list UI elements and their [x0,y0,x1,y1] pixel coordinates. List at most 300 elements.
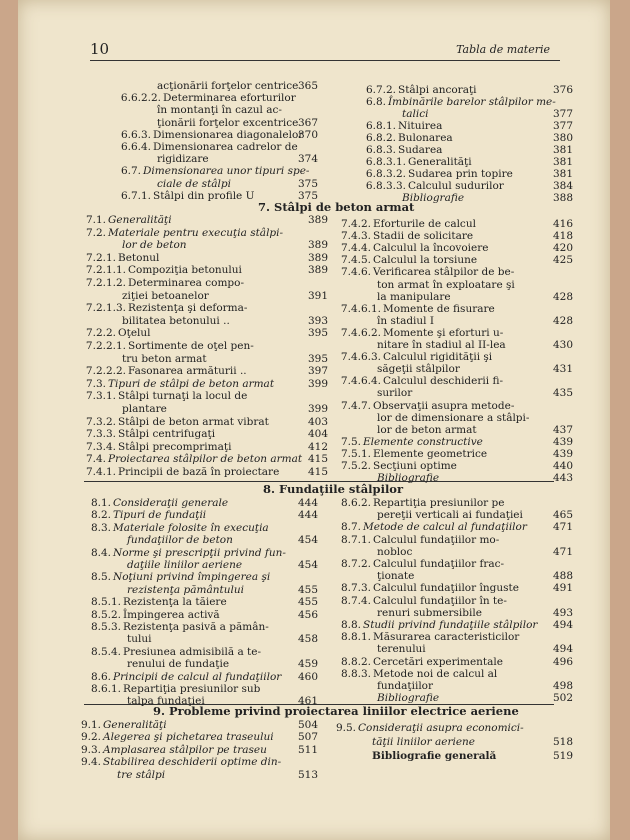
toc-entry [377,412,529,424]
toc-entry-page: 502 [552,692,573,705]
toc-entry-number: 8.6.2. [340,497,371,509]
toc-entry-number: 8.5.1. [90,596,121,609]
toc-entry-number: 9.5. [335,722,356,734]
toc-entry-page: 395 [307,352,328,365]
toc-entry-page: 404 [307,428,328,441]
toc-entry [85,440,232,453]
toc-entry-page: 381 [552,144,573,156]
toc-entry [80,756,282,769]
toc-entry [340,558,505,570]
toc-entry [340,533,500,546]
toc-entry-page: 504 [297,719,318,731]
toc-entry [127,633,151,645]
toc-entry [85,365,247,378]
toc-entry-title: Oţelul [118,327,151,340]
toc-entry [340,631,520,644]
toc-entry-title: Rezistenţa şi deforma- [128,302,248,315]
toc-entry-page: 377 [552,108,573,120]
toc-entry-page: 399 [307,377,328,390]
toc-entry [122,290,209,302]
toc-entry [122,403,167,415]
toc-entry [377,363,460,375]
toc-entry-title: Dimensionarea diagonalelor [153,128,304,141]
toc-entry [90,621,269,633]
toc-entry-page: 428 [552,290,573,303]
toc-entry-number: 7.2.1.3. [85,302,126,315]
toc-entry-page: 375 [297,177,318,190]
toc-entry-number: 9.2. [80,731,101,744]
toc-entry [377,472,439,484]
toc-entry-page: 375 [297,189,318,202]
toc-entry-title: Îmbinările barelor stâlpilor me- [388,96,556,108]
toc-entry-title: Consideraţii generale [113,497,229,509]
toc-entry [372,736,475,748]
toc-entry-number: 6.8.2. [365,132,396,144]
toc-entry-number: 7.2.2.1. [85,340,126,352]
toc-entry [365,180,504,192]
toc-entry-page: 431 [552,363,573,376]
toc-entry-page: 415 [307,466,328,478]
toc-entry-title: ciale de stâlpi [157,177,231,190]
toc-entry [340,497,505,509]
toc-entry-title: Metode noi de calcul al [373,667,498,680]
toc-entry-page: 391 [307,289,328,302]
toc-entry-title: nitare în stadiul al II-lea [377,339,506,351]
toc-entry [85,226,284,239]
toc-entry-title: Sudarea prin topire [408,168,513,180]
toc-entry-number: 7.2.2. [85,327,116,340]
toc-entry-title: talici [402,108,429,120]
toc-entry-title: Elemente constructive [363,435,483,448]
toc-entry-page: 388 [552,192,573,204]
toc-entry [80,743,267,756]
toc-entry [85,302,248,315]
toc-entry-title: Eforturile de calcul [373,218,476,230]
toc-entry [340,655,503,668]
toc-entry-title: Elemente geometrice [373,447,488,460]
toc-entry-title: Generalităţi [108,214,172,226]
toc-entry-title: Consideraţii asupra economici- [358,722,524,734]
toc-entry [340,619,538,631]
toc-entry-title: Stâlpi precomprimaţi [118,440,232,453]
toc-entry [90,546,286,559]
toc-entry-page: 507 [297,731,318,744]
toc-entry-page: 395 [307,327,328,340]
toc-entry-title: Stadii de solicitare [373,230,474,243]
toc-entry-title: nobloc [377,545,413,558]
toc-entry [90,521,269,534]
toc-entry [340,266,515,279]
toc-entry [120,92,296,105]
toc-entry-title: Observaţii asupra metode- [373,399,515,412]
toc-entry [365,96,556,108]
toc-entry [157,80,298,92]
toc-entry-title: rigidizare [157,153,209,166]
toc-entry-page: 437 [552,423,573,436]
toc-entry-page: 389 [307,251,328,264]
toc-entry [372,750,496,762]
toc-entry-page: 418 [552,230,573,243]
toc-entry-title: săgeţii stâlpilor [377,363,460,376]
toc-entry-number: 7.3. [85,377,106,390]
toc-entry-number: 8.7.3. [340,582,371,595]
toc-entry-title: fundaţiilor de beton [127,534,233,547]
toc-entry-title: renului de fundaţie [127,658,230,671]
toc-entry-page: 493 [552,606,573,619]
toc-entry-title: Presiunea admisibilă a te- [123,645,262,658]
toc-entry-page: 494 [552,619,573,631]
toc-entry [377,546,412,558]
toc-entry-title: renuri submersibile [377,606,482,619]
toc-entry-number: 7.2.1.1. [85,264,126,277]
toc-entry [377,291,451,303]
toc-entry-title: Calculul la torsiune [373,254,478,267]
toc-entry-number: 7.4.6.3. [340,351,381,364]
toc-entry-title: Calculul rigidităţii şi [383,351,493,364]
toc-entry-number: 7.4.6.4. [340,375,381,388]
toc-entry [340,375,503,388]
toc-entry [90,683,261,695]
toc-entry [377,509,523,521]
toc-entry-number: 8.6.1. [90,683,121,695]
toc-entry-number: 6.7.2. [365,84,396,96]
toc-entry-page: 384 [552,180,573,192]
toc-entry-title: ţionate [377,570,415,583]
toc-entry-title: Împingerea activă [123,608,220,621]
toc-entry [127,584,244,596]
toc-entry-title: Stâlpi turnaţi la locul de [118,390,248,403]
toc-entry-title: talpa fundaţiei [127,695,205,708]
toc-entry-title: Stâlpi centrifugaţi [118,428,216,441]
toc-entry-page: 393 [307,314,328,327]
toc-entry-number: 8.8. [340,619,361,631]
toc-entry-title: Studii privind fundaţiile stâlpilor [363,619,538,631]
toc-entry-page: 380 [552,132,573,144]
toc-entry-title: Principii de bază în proiectare [118,466,280,478]
toc-entry-page: 377 [552,120,573,132]
toc-entry [127,658,229,670]
toc-entry [340,435,483,448]
toc-entry-title: Determinarea eforturilor [163,92,296,105]
toc-entry-title: Generalităţi [408,156,472,168]
toc-entry-page: 455 [297,583,318,596]
toc-entry-title: acţionării forţelor centrice [157,80,299,92]
toc-entry-title: Repartiţia presiunilor pe [373,497,505,509]
toc-entry [377,279,515,291]
toc-entry-title: lor de beton armat [377,423,477,436]
toc-entry-number: 7.4.7. [340,399,371,412]
toc-entry-number: 7.3.2. [85,415,116,428]
toc-entry-number: 7.2.2.2. [85,365,126,378]
toc-entry-page: 439 [552,447,573,460]
toc-entry-number: 8.3. [90,521,111,534]
toc-entry-page: 444 [297,509,318,522]
toc-entry-page: 439 [552,435,573,448]
toc-entry-page: 471 [552,521,573,534]
toc-entry-number: 7.4.1. [85,466,116,478]
toc-entry-number: 7.2.1. [85,251,116,264]
toc-entry [340,218,476,230]
toc-entry-page: 399 [307,403,328,415]
toc-entry-title: ziţiei betoanelor [122,289,209,302]
toc-entry-title: Materiale folosite în execuţia [113,521,269,534]
toc-entry-title: Nituirea [398,120,443,132]
toc-entry-title: Tipuri de stâlpi de beton armat [108,377,275,390]
toc-entry-number: 8.2. [90,509,111,522]
toc-entry [157,117,298,129]
page-header [90,40,560,61]
toc-entry-title: Calculul la încovoiere [373,242,489,255]
toc-entry-number: 8.5. [90,571,111,584]
toc-entry-page: 367 [297,116,318,129]
toc-entry-page: 498 [552,680,573,692]
toc-entry [85,214,172,226]
toc-entry-title: tre stâlpi [117,768,166,781]
toc-entry-page: 428 [552,314,573,327]
toc-entry-title: în montanţi în cazul ac- [157,104,282,117]
toc-entry-title: ton armat în exploatare şi [377,278,515,291]
toc-entry [122,315,230,327]
toc-entry-title: Măsurarea caracteristicilor [373,631,520,644]
toc-entry [365,144,443,156]
toc-entry-title: Stabilirea deschiderii optime din- [103,756,282,769]
toc-entry-number: 8.7.2. [340,558,371,570]
toc-entry-page: 494 [552,643,573,656]
toc-entry [365,168,513,180]
toc-entry-title: Sortimente de oţel pen- [128,340,254,352]
toc-entry [340,230,474,243]
toc-entry-title: Alegerea şi pichetarea traseului [103,731,274,744]
toc-entry-title: Betonul [118,251,160,264]
toc-entry [127,534,233,546]
toc-entry-title: Calculul fundaţiilor mo- [373,533,500,546]
toc-entry-page: 471 [552,545,573,558]
toc-entry-number: 6.6.3. [120,128,151,141]
toc-entry-title: Norme şi prescripţii privind fun- [113,546,286,559]
toc-entry [120,165,310,178]
toc-entry-number: 7.1. [85,214,106,226]
toc-entry-page: 465 [552,509,573,522]
toc-entry [120,128,304,141]
toc-entry-page: 435 [552,387,573,400]
toc-entry-number: 6.8. [365,96,386,108]
toc-entry-number: 7.4.4. [340,242,371,255]
toc-entry [377,387,412,399]
toc-entry [85,390,248,403]
toc-entry-number: 7.5. [340,435,361,448]
toc-entry-page: 430 [552,339,573,351]
toc-entry-title: Bibliografie [377,692,440,705]
toc-entry-title: surilor [377,387,413,400]
toc-entry-title: Cercetări experimentale [373,655,503,668]
toc-entry-number: 8.4. [90,546,111,559]
toc-entry-title: Momente de fisurare [383,302,495,315]
toc-entry-number: 7.4. [85,453,106,466]
toc-entry-page: 370 [297,128,318,141]
toc-entry [377,570,414,582]
toc-entry [340,582,519,595]
toc-entry-title: Amplasarea stâlpilor pe traseu [103,743,267,756]
toc-entry-title: ţionării forţelor excentrice [157,116,299,129]
toc-entry [90,497,229,509]
toc-entry-number: 8.1. [90,497,111,509]
toc-entry-number: 7.3.1. [85,390,116,403]
toc-entry-page: 381 [552,156,573,168]
toc-entry-number: 7.4.5. [340,254,371,267]
toc-entry [340,667,498,680]
toc-entry-number: 6.6.4. [120,141,151,153]
toc-entry-page: 454 [297,559,318,571]
toc-entry-number: 7.3.4. [85,440,116,453]
toc-entry [157,104,282,116]
toc-entry [340,302,495,315]
toc-entry-number: 7.2.1.2. [85,277,126,289]
toc-entry [117,769,165,781]
toc-entry-number: 7.4.6.2. [340,326,381,339]
toc-entry [340,399,515,412]
toc-entry-page: 513 [297,768,318,781]
toc-entry [377,315,434,327]
toc-entry [85,327,151,340]
chapter-7-title: 7. Stâlpi de beton armat [258,200,415,214]
toc-entry [340,594,507,607]
toc-entry-title: la manipulare [377,290,451,303]
toc-entry-page: 415 [307,453,328,466]
toc-entry [120,141,298,153]
toc-entry-number: 8.8.3. [340,667,371,680]
toc-entry [340,460,457,472]
toc-entry-title: lor de dimensionare a stâlpi- [377,411,530,424]
toc-entry-page: 389 [307,214,328,226]
toc-entry-title: tului [127,633,152,646]
toc-entry-title: Principii de calcul al fundaţiilor [113,670,282,683]
toc-entry [85,428,216,441]
toc-entry [365,120,443,132]
toc-entry-number: 6.8.3.2. [365,168,406,180]
toc-entry-page: 420 [552,242,573,255]
toc-entry-page: 455 [297,596,318,609]
toc-entry [90,571,271,584]
toc-entry-title: Rezistenţa pasivă a pămân- [123,621,269,633]
toc-entry-page: 461 [297,695,318,708]
toc-entry [127,559,242,571]
chapter-8-title: 8. Fundaţiile stâlpilor [263,482,404,496]
toc-entry [377,643,426,655]
toc-entry-page: 491 [552,582,573,595]
toc-entry-title: Calculul fundaţiilor frac- [373,558,505,570]
toc-entry [365,132,453,144]
toc-entry-number: 8.7.4. [340,594,371,607]
toc-entry-page: 444 [297,497,318,509]
toc-entry-title: lor de beton [122,239,187,252]
toc-entry-title: Stâlpi de beton armat vibrat [118,415,269,428]
toc-entry-title: rezistenţa pământului [127,583,244,596]
toc-entry [365,84,477,96]
running-title: Tabla de materie [456,43,550,56]
toc-entry [85,415,269,428]
toc-entry-page: 460 [297,670,318,683]
toc-entry [120,189,255,202]
page-number: 10 [90,40,110,58]
toc-entry-page: 511 [297,743,318,756]
toc-entry-page: 403 [307,415,328,428]
toc-entry-title: Metode de calcul al fundaţiilor [363,521,527,534]
toc-entry [377,607,482,619]
toc-entry [377,339,506,351]
toc-entry-number: 6.6.2.2. [120,92,161,105]
toc-entry-title: Calculul fundaţiilor în te- [373,594,507,607]
toc-entry-title: Bulonarea [398,132,453,144]
toc-entry-page: 456 [297,608,318,621]
toc-entry [157,153,209,165]
toc-entry-title: Tipuri de fundaţii [113,509,207,522]
toc-entry-title: Proiectarea stâlpilor de beton armat [108,453,303,466]
toc-entry-title: Bibliografie [402,192,465,204]
toc-entry-page: 518 [552,736,573,748]
toc-entry-number: 7.4.6. [340,266,371,279]
book-page [18,0,610,840]
toc-entry [340,521,527,534]
toc-entry [90,509,207,522]
toc-entry [402,108,428,120]
toc-entry-number: 8.7.1. [340,533,371,546]
toc-entry [90,645,262,658]
toc-entry-title: Calculul fundaţiilor înguste [373,582,519,595]
toc-entry [340,254,478,267]
toc-entry-page: 416 [552,218,573,230]
toc-entry [122,353,207,365]
toc-entry [340,326,504,339]
toc-entry-title: Determinarea compo- [128,277,245,289]
chapter-9-title: 9. Probleme privind proiectarea liniilor electrice aeriene [153,704,519,718]
toc-entry-title: Generalităţi [103,719,167,731]
toc-entry-title: Secţiuni optime [373,460,457,472]
toc-entry-number: 6.7. [120,165,141,178]
toc-entry-title: pereţii verticali ai fundaţiei [377,509,523,522]
toc-entry-number: 6.8.1. [365,120,396,132]
toc-entry-page: 440 [552,460,573,472]
toc-entry [340,351,493,364]
toc-entry [377,680,433,692]
toc-entry-title: Materiale pentru execuţia stâlpi- [108,226,284,239]
toc-entry-number: 8.5.4. [90,645,121,658]
toc-entry-number: 8.5.2. [90,608,121,621]
toc-entry-page: 425 [552,254,573,267]
toc-entry [340,242,489,255]
toc-entry-title: Noţiuni privind împingerea şi [113,571,271,584]
toc-entry [340,447,488,460]
toc-entry-number: 6.7.1. [120,189,151,202]
toc-entry-number: 8.5.3. [90,621,121,633]
toc-entry-title: Calculul sudurilor [408,180,504,192]
toc-entry-number: 6.8.3.1. [365,156,406,168]
toc-entry-number: 7.3.3. [85,428,116,441]
toc-entry-title: tăţii liniilor aeriene [372,736,476,748]
toc-entry-title: în stadiul I [377,314,435,327]
toc-entry-title: Rezistenţa la tăiere [123,596,227,609]
toc-entry-number: 7.5.1. [340,447,371,460]
toc-entry [85,340,254,352]
toc-entry [335,722,524,734]
toc-entry-page: 459 [297,658,318,671]
toc-entry-page: 365 [297,80,318,92]
toc-entry-title: Verificarea stâlpilor de be- [373,266,515,279]
toc-entry-page: 374 [297,153,318,166]
toc-entry-number: 6.8.3.3. [365,180,406,192]
toc-entry-page: 389 [307,239,328,252]
toc-entry-number: 7.4.3. [340,230,371,243]
toc-entry [157,178,231,190]
